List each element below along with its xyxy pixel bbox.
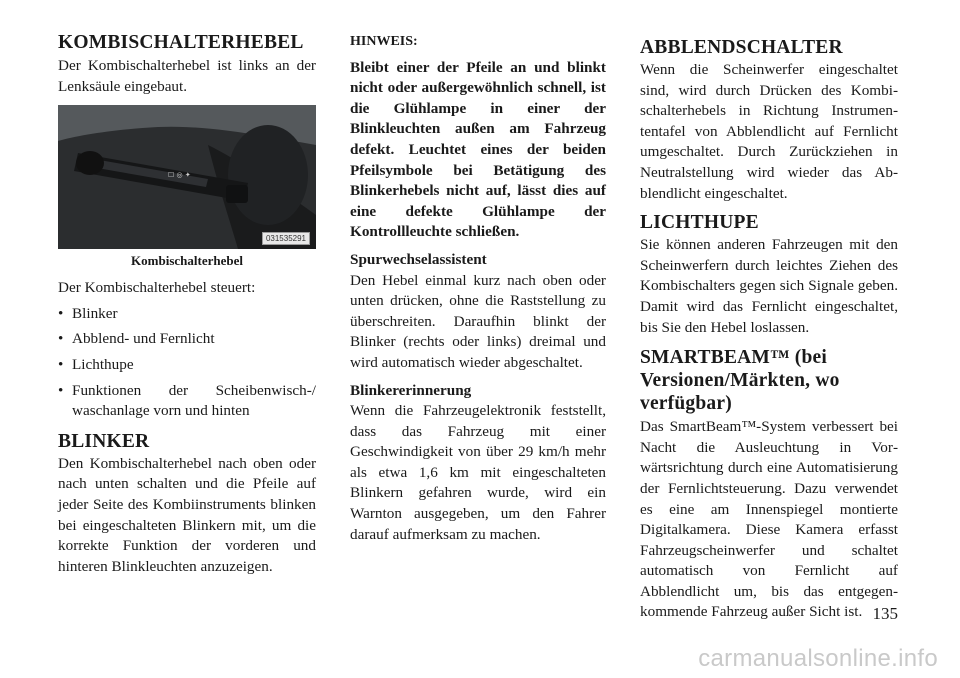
lever-photo bbox=[58, 105, 316, 249]
bullet-glyph: • bbox=[58, 355, 64, 373]
list-item: • Funktionen der Scheibenwisch-/ waschanlage vorn und hinten bbox=[58, 381, 316, 420]
heading-blinker: BLINKER bbox=[58, 430, 150, 452]
lever-illustration bbox=[58, 105, 316, 249]
bullet-glyph: • bbox=[58, 381, 64, 399]
subheading-spurwechsel: Spurwechselassistent bbox=[350, 250, 487, 268]
list-item: • Blinker bbox=[58, 304, 316, 325]
list-item: • Lichthupe bbox=[58, 355, 316, 376]
blinker-paragraph: Den Kombischalterhebel nach oben oder nach unten schalten und die Pfeile auf jeder Seite des Kombiinstruments blinken bei eingeschalteten Blinkern mit, um die korrekte Funktion der vorderen und hinteren Blinkleuchten anzuzeigen. bbox=[58, 454, 316, 575]
abblendschalter-paragraph: Wenn die Scheinwerfer eingeschaltet sind, wird durch Drücken des Kombischalterhebels in Richtung Instrumententafel von Abblendlicht auf Fernlicht umgeschaltet. Durch Zurückziehen in Neutralstellung wird wieder das Abblendlicht eingeschaltet. bbox=[640, 61, 898, 202]
column-right bbox=[640, 37, 898, 623]
heading-kombischalterhebel: KOMBISCHALTERHEBEL bbox=[58, 32, 304, 53]
heading-abblendschalter: ABBLENDSCHALTER bbox=[640, 37, 843, 58]
note-label: HINWEIS: bbox=[350, 34, 418, 49]
intro-paragraph: Der Kombischalterhebel ist links an der Lenksäule eingebaut. bbox=[58, 57, 316, 95]
controls-list bbox=[58, 304, 316, 422]
page-number: 135 bbox=[872, 604, 898, 623]
heading-lichthupe: LICHTHUPE bbox=[640, 212, 759, 234]
bullet-glyph: • bbox=[58, 330, 64, 348]
smartbeam-paragraph: Das SmartBeam™-System verbessert bei Nacht die Ausleuchtung in Vorwärtsrichtung durch eine Automatisierung der Fernlichtsteuerung. Dazu verwendet es eine am Innenspiegel montierte Digitalkamera. Diese Kamera erfasst Fahrzeugscheinwerfer und schaltet automatisch von Fernlicht auf Abblendlicht um, bis das entgegenkommende Fahrzeug außer Sicht ist. bbox=[640, 418, 898, 621]
note-text: Bleibt einer der Pfeile an und blinkt nicht oder außergewöhnlich schnell, ist die Glühlampe in einer der Blinkleuchten außen am Fahrzeug defekt. Leuchtet eines der beiden Pfeilsymbole bei Betätigung des Blinkerhebels nicht auf, lässt dies auf eine defekte Glühlampe der Kontrollleuchte schließen. bbox=[350, 58, 606, 241]
spurwechsel-paragraph: Den Hebel einmal kurz nach oben oder unten drücken, ohne die Raststellung zu überschreiten. Daraufhin blinkt der Blinker (rechts oder links) dreimal und wird automatisch wieder abgeschaltet. bbox=[350, 271, 606, 371]
photo-caption: Kombischalterhebel bbox=[131, 253, 243, 269]
heading-smartbeam: SMARTBEAM™ (bei Versionen/Märkten, wo verfügbar) bbox=[640, 347, 840, 415]
controls-lead: Der Kombischalterhebel steuert: bbox=[58, 279, 256, 297]
svg-text:☐ ◎ ✦: ☐ ◎ ✦ bbox=[168, 171, 191, 180]
lichthupe-paragraph: Sie können anderen Fahrzeugen mit den Scheinwerfern durch leichtes Ziehen des Kombischalters gegen sich Signale geben. Damit wird das Fernlicht eingeschaltet, bis Sie den Hebel loslassen. bbox=[640, 236, 898, 336]
column-middle bbox=[350, 32, 606, 545]
subheading-blinkererinnerung: Blinkererinnerung bbox=[350, 381, 472, 399]
photo-code: 031535291 bbox=[262, 232, 310, 245]
bullet-glyph: • bbox=[58, 304, 64, 322]
column-left bbox=[58, 32, 316, 577]
blinkererinnerung-paragraph: Wenn die Fahrzeugelektronik feststellt, dass das Fahrzeug mit einer Geschwindigkeit von über 29 km/h mehr als etwa 1,6 km mit eingeschalteten Blinkern gefahren wurde, wird ein Warnton ausgegeben, um den Fahrer darauf aufmerksam zu machen. bbox=[350, 402, 606, 543]
list-item: • Abblend- und Fernlicht bbox=[58, 329, 316, 350]
watermark: carmanualsonline.info bbox=[698, 645, 938, 672]
